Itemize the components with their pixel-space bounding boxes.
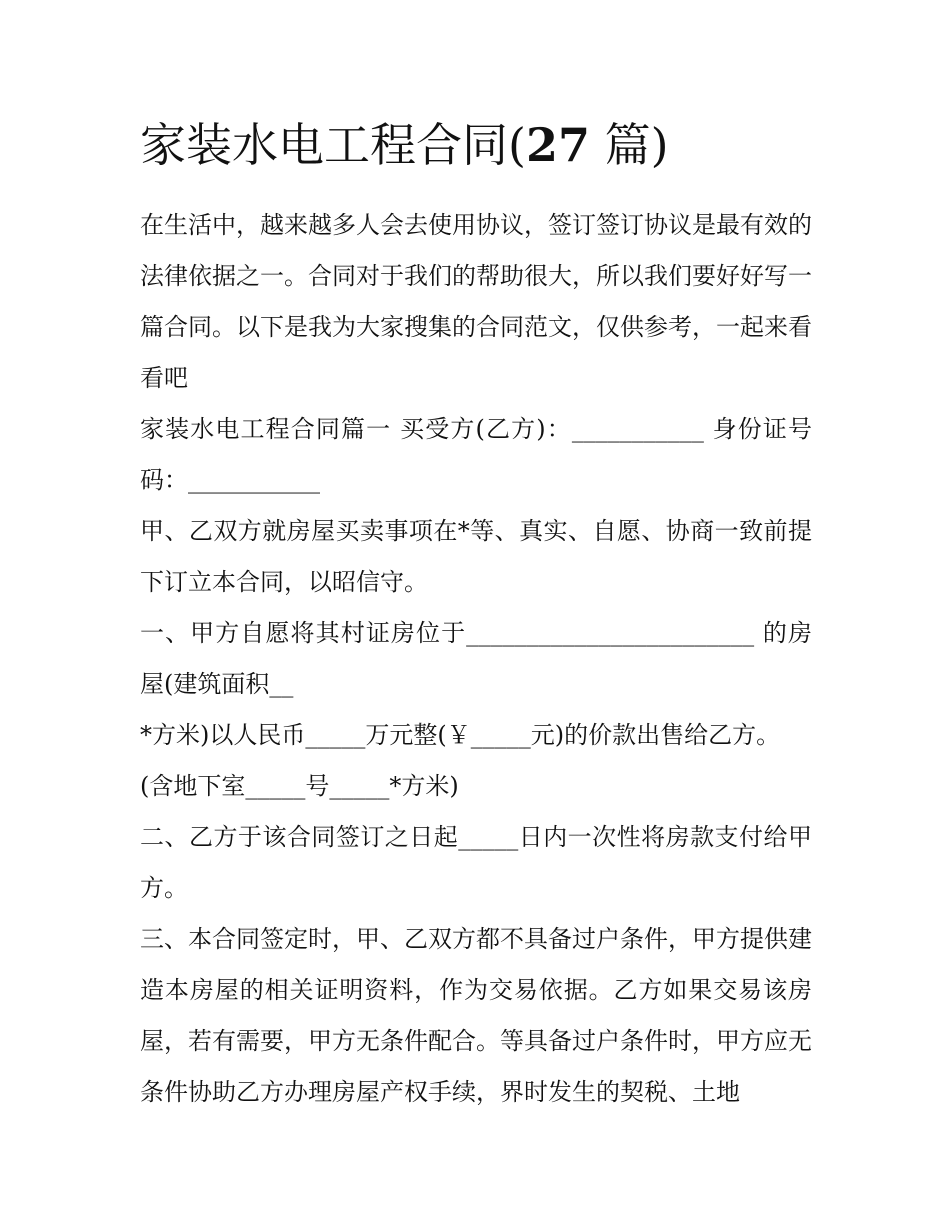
document-title — [140, 112, 812, 178]
title-suffix: 篇) — [589, 118, 669, 172]
clause-three-paragraph: 三、本合同签定时，甲、乙双方都不具备过户条件，甲方提供建造本房屋的相关证明资料，作为交易依据。乙方如果交易该房屋，若有需要，甲方无条件配合。等具备过户条件时，甲方应无条件协助乙方办理房屋产权手续，界时发生的契税、土地 — [140, 925, 812, 1106]
title-prefix: 家装水电工程合同( — [140, 118, 526, 172]
price-paragraph: *方米)以人民币_____万元整(￥_____元)的价款出售给乙方。 — [140, 721, 781, 749]
clause-two-paragraph: 二、乙方于该合同签订之日起_____日内一次性将房款支付给甲方。 — [140, 823, 812, 902]
clause-one-paragraph: 一、甲方自愿将其村证房位于________________________ 的房屋(建筑面积__ — [140, 619, 812, 698]
intro-paragraph: 在生活中，越来越多人会去使用协议，签订签订协议是最有效的法律依据之一。合同对于我们的帮助很大，所以我们要好好写一篇合同。以下是我为大家搜集的合同范文，仅供参考，一起来看看吧 — [140, 211, 812, 392]
document-page — [140, 112, 812, 1118]
document-body — [140, 200, 812, 1118]
basement-paragraph: (含地下室_____号_____*方米) — [140, 772, 459, 800]
buyer-info-paragraph: 家装水电工程合同篇一 买受方(乙方)：___________ 身份证号码：___________ — [140, 415, 812, 494]
title-number: 27 — [525, 118, 590, 172]
agreement-paragraph: 甲、乙双方就房屋买卖事项在*等、真实、自愿、协商一致前提下订立本合同，以昭信守。 — [140, 517, 812, 596]
